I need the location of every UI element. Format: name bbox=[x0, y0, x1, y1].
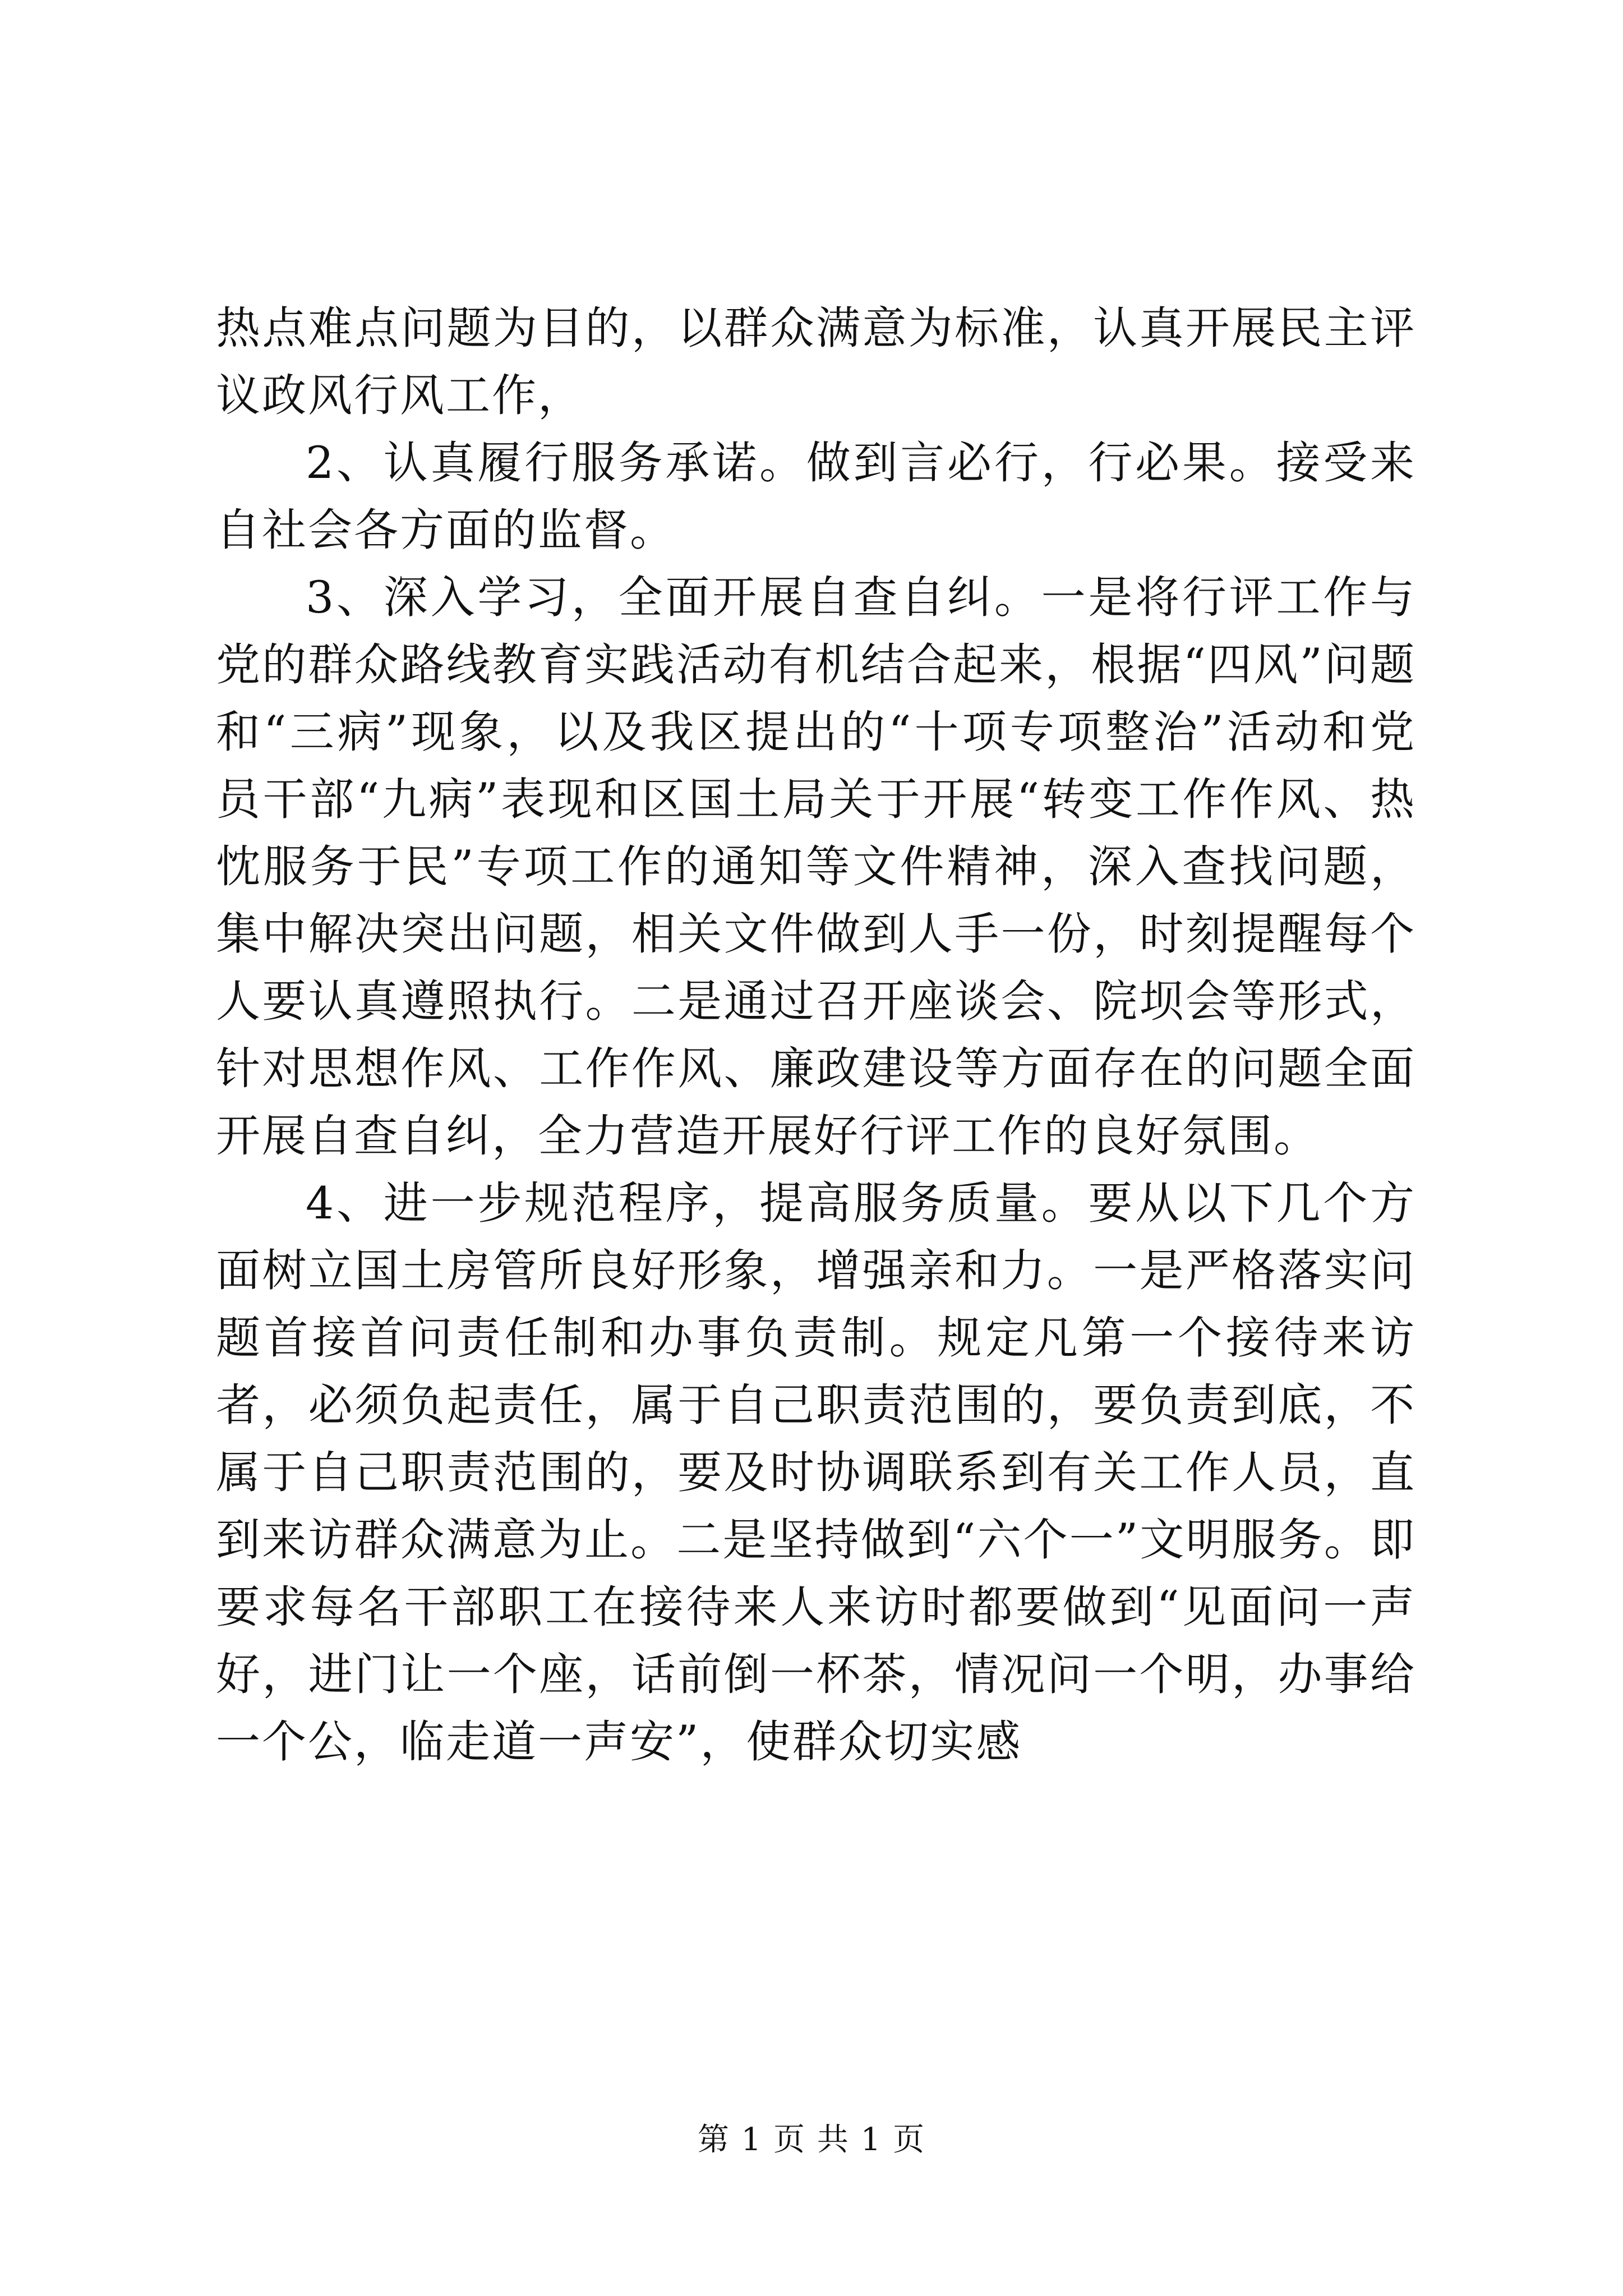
document-body bbox=[216, 295, 1416, 1775]
paragraph-item-4: 4、进一步规范程序，提高服务质量。要从以下几个方面树立国土房管所良好形象，增强亲和力。一是严格落实问题首接首问责任制和办事负责制。规定凡第一个接待来访者，必须负起责任，属于自己职责范围的，要负责到底，不属于自己职责范围的，要及时协调联系到有关工作人员，直到来访群众满意为止。二是坚持做到“六个一”文明服务。即要求每名干部职工在接待来人来访时都要做到“见面问一声好，进门让一个座，话前倒一杯茶，情况问一个明，办事给一个公，临走道一声安”，使群众切实感 bbox=[216, 1177, 1416, 1768]
paragraph-item-3: 3、深入学习，全面开展自查自纠。一是将行评工作与党的群众路线教育实践活动有机结合起来，根据“四风”问题和“三病”现象，以及我区提出的“十项专项整治”活动和党员干部“九病”表现和区国土局关于开展“转变工作作风、热忱服务于民”专项工作的通知等文件精神，深入查找问题，集中解决突出问题，相关文件做到人手一份，时刻提醒每个人要认真遵照执行。二是通过召开座谈会、院坝会等形式，针对思想作风、工作作风、廉政建设等方面存在的问题全面开展自查自纠，全力营造开展好行评工作的良好氛围。 bbox=[216, 572, 1416, 1162]
paragraph-continuation: 热点难点问题为目的，以群众满意为标准，认真开展民主评议政风行风工作， bbox=[216, 302, 1416, 421]
page-number-footer: 第 1 页 共 1 页 bbox=[697, 2122, 926, 2158]
paragraph-item-2: 2、认真履行服务承诺。做到言必行，行必果。接受来自社会各方面的监督。 bbox=[216, 437, 1416, 556]
